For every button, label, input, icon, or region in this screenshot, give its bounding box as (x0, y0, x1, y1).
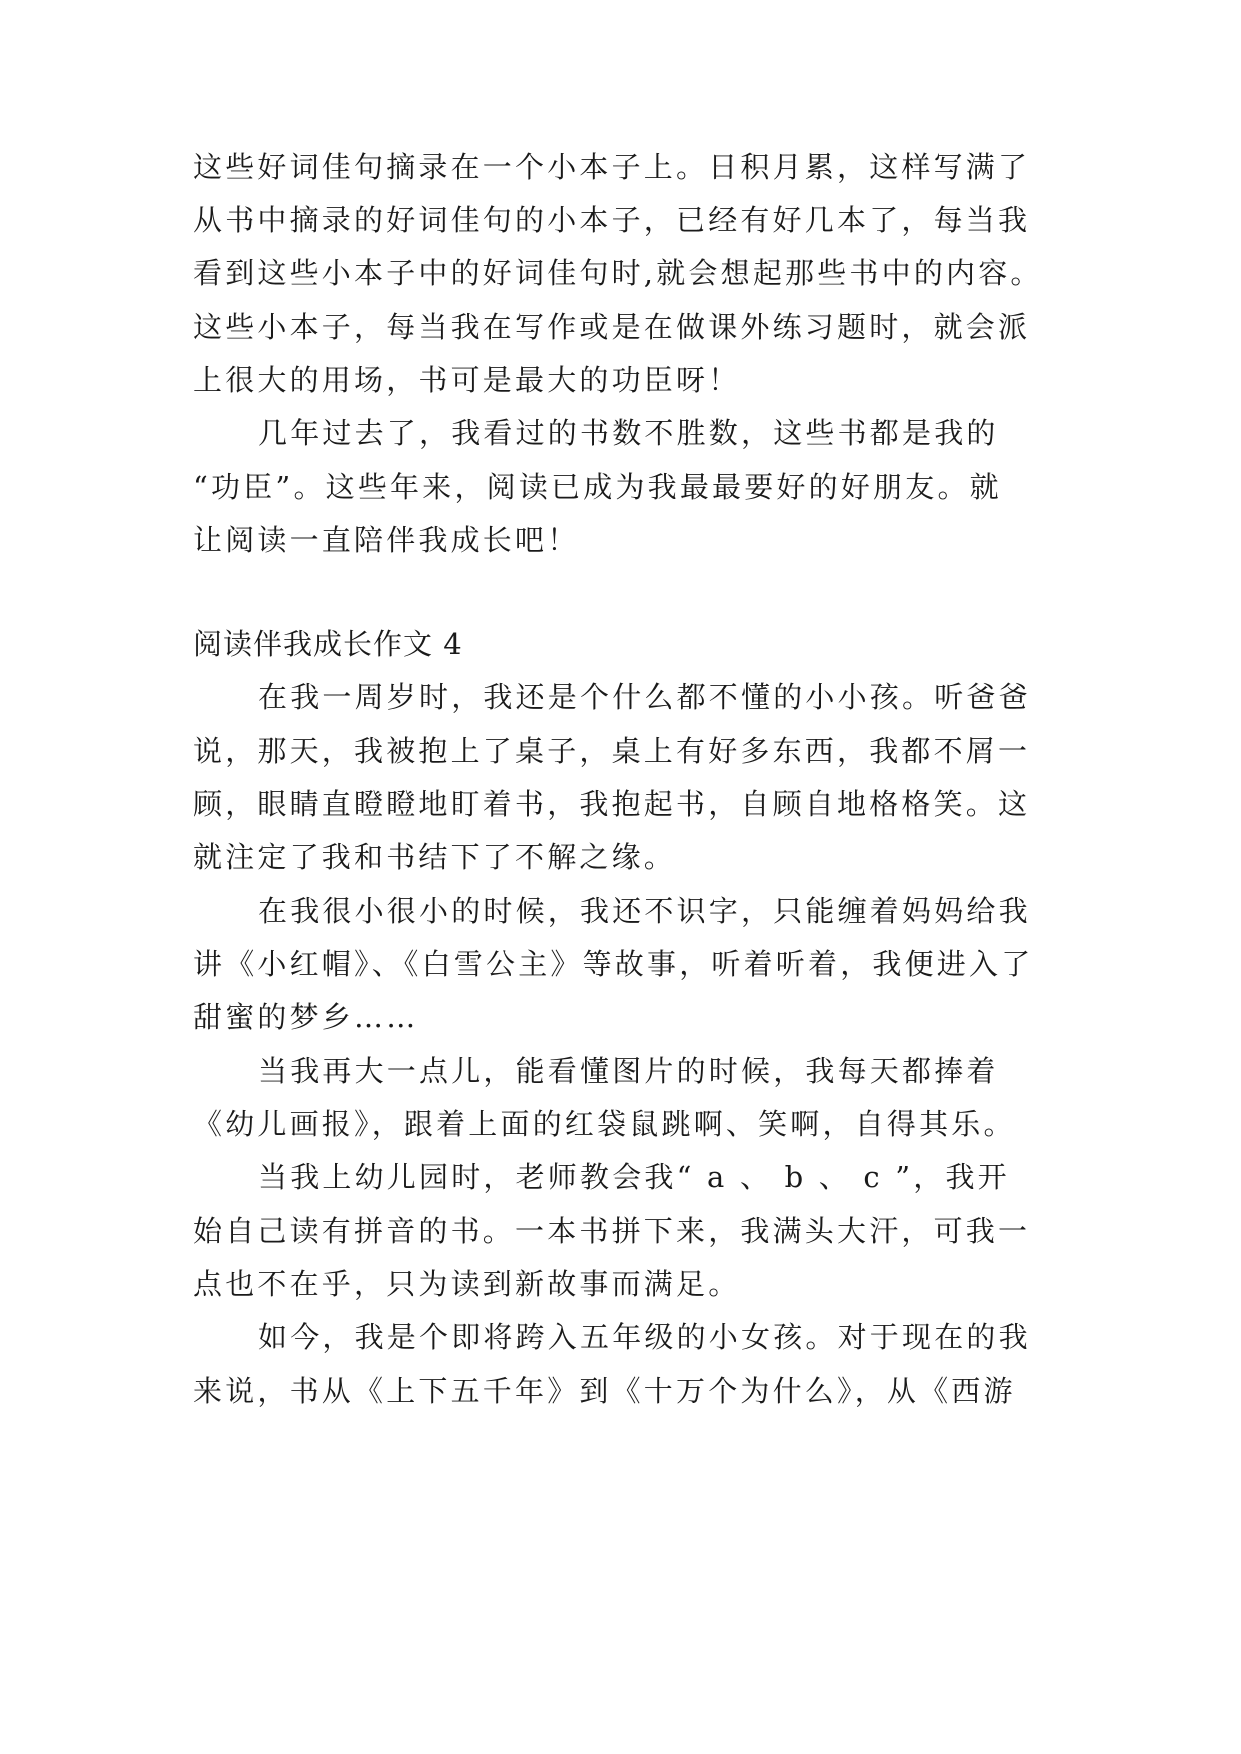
text-line: 来说，书从《上下五千年》到《十万个为什么》，从《西游 (193, 1374, 1016, 1408)
paragraph-first-line: 如今，我是个即将跨入五年级的小女孩。对于现在的我 (258, 1320, 1031, 1354)
paragraph-first-line: 当我上幼儿园时，老师教会我“ a 、 b 、 c ”，我开 (258, 1160, 1010, 1194)
paragraph-first-line: 几年过去了，我看过的书数不胜数，这些书都是我的 (258, 416, 999, 450)
text-line: 这些好词佳句摘录在一个小本子上。日积月累，这样写满了 (193, 150, 1031, 184)
paragraph-first-line: 当我再大一点儿，能看懂图片的时候，我每天都捧着 (258, 1054, 999, 1088)
text-line: 说，那天，我被抱上了桌子，桌上有好多东西，我都不屑一 (193, 734, 1031, 768)
text-line: 这些小本子，每当我在写作或是在做课外练习题时，就会派 (193, 310, 1031, 344)
text-line: “功臣”。这些年来，阅读已成为我最最要好的好朋友。就 (193, 470, 1002, 504)
text-line: 看到这些小本子中的好词佳句时,就会想起那些书中的内容。 (193, 256, 1043, 290)
text-line: 甜蜜的梦乡…… (193, 1000, 419, 1034)
section-heading: 阅读伴我成长作文 4 (193, 627, 463, 661)
text-line: 顾，眼睛直瞪瞪地盯着书，我抱起书，自顾自地格格笑。这 (193, 787, 1031, 821)
text-line: 讲《小红帽》、《白雪公主》等故事，听着听着，我便进入了 (193, 947, 1034, 981)
paragraph-first-line: 在我一周岁时，我还是个什么都不懂的小小孩。听爸爸 (258, 680, 1031, 714)
text-line: 点也不在乎，只为读到新故事而满足。 (193, 1267, 741, 1301)
text-line: 始自己读有拼音的书。一本书拼下来，我满头大汗，可我一 (193, 1214, 1031, 1248)
paragraph-first-line: 在我很小很小的时候，我还不识字，只能缠着妈妈给我 (258, 894, 1031, 928)
text-line: 让阅读一直陪伴我成长吧！ (193, 523, 580, 557)
text-line: 《幼儿画报》，跟着上面的红袋鼠跳啊、笑啊，自得其乐。 (193, 1107, 1016, 1141)
text-line: 就注定了我和书结下了不解之缘。 (193, 840, 677, 874)
text-line: 上很大的用场，书可是最大的功臣呀！ (193, 363, 741, 397)
text-line: 从书中摘录的好词佳句的小本子，已经有好几本了，每当我 (193, 203, 1031, 237)
